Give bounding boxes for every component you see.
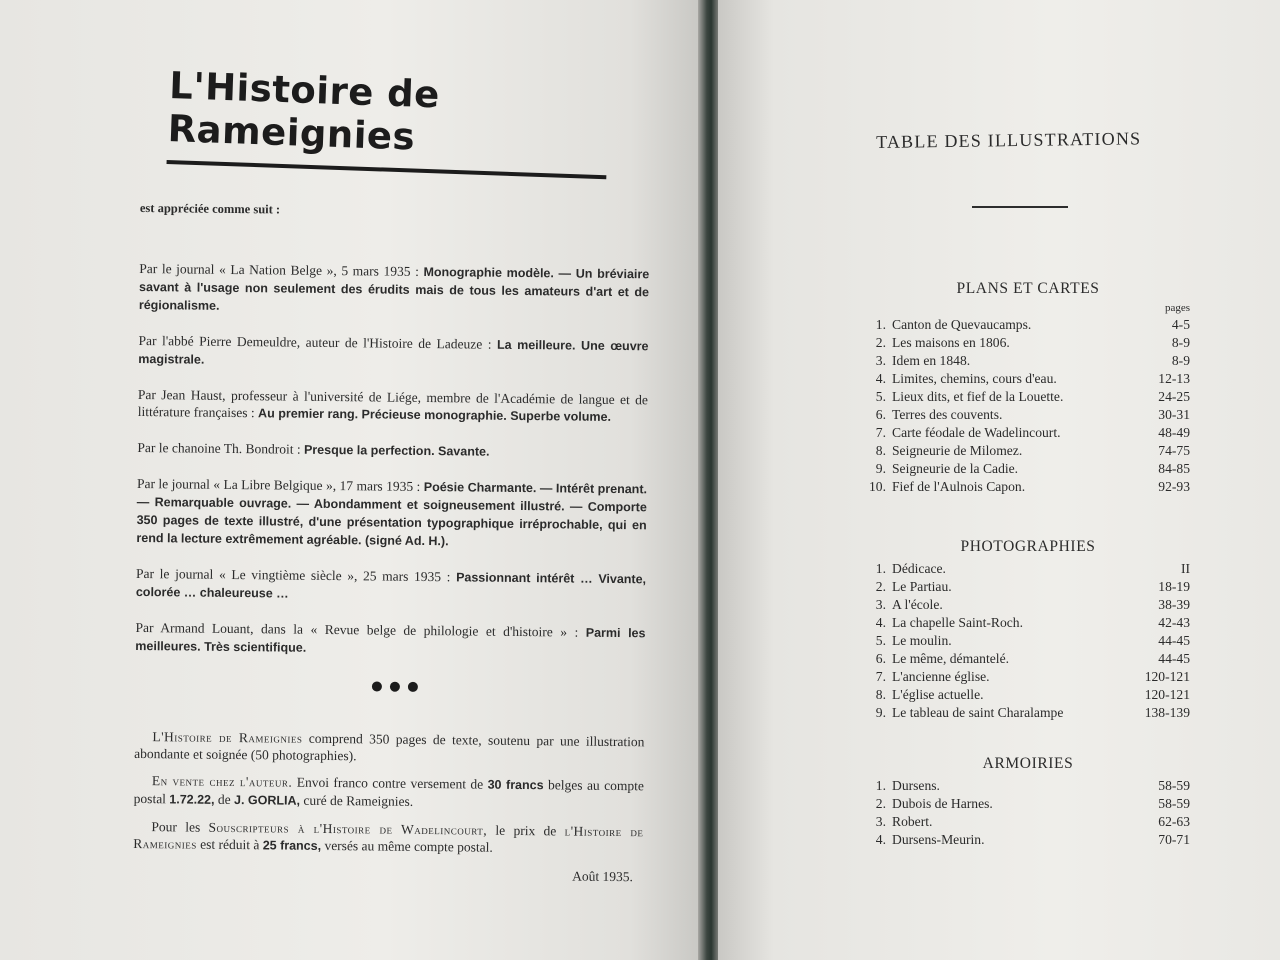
list-item xyxy=(860,478,1196,496)
reviews-block xyxy=(133,200,650,885)
list-item xyxy=(860,406,1196,424)
item-label: Lieux dits, et fief de la Louette. xyxy=(892,389,1064,404)
item-number: 6. xyxy=(875,407,886,422)
book-title: L'Histoire de Rameignies xyxy=(166,64,441,159)
item-pages: 8-9 xyxy=(1171,353,1190,368)
item-pages: 74-75 xyxy=(1158,443,1190,458)
review-0 xyxy=(139,260,650,319)
item-label: Le moulin. xyxy=(892,633,952,648)
item-pages: 48-49 xyxy=(1158,425,1190,440)
notice-contents: L'Histoire de Rameignies comprend 350 pages de texte, soutenu par une illustration abondante et soignée (50 photographies). xyxy=(134,729,645,764)
item-pages: 120-121 xyxy=(1144,669,1190,684)
item-label: Le Partiau. xyxy=(892,579,952,594)
title-rule xyxy=(972,206,1068,208)
list-item xyxy=(860,614,1196,632)
item-label: Dédicace. xyxy=(892,561,946,576)
list-item xyxy=(860,442,1196,460)
pages-column-label: pages xyxy=(1164,302,1190,314)
book-gutter xyxy=(698,0,720,960)
item-number: 8. xyxy=(875,687,886,702)
review-source: Par l'abbé Pierre Demeuldre, auteur de l'Histoire de Ladeuze : xyxy=(138,332,492,352)
item-number: 2. xyxy=(875,579,886,594)
illustration-list xyxy=(860,560,1196,722)
item-number: 6. xyxy=(875,651,886,666)
item-label: Dursens. xyxy=(892,778,940,793)
section-armoiries xyxy=(860,755,1196,849)
item-label: Terres des couvents. xyxy=(892,407,1003,422)
item-label: Limites, chemins, cours d'eau. xyxy=(892,371,1057,386)
item-pages: 8-9 xyxy=(1171,335,1190,350)
item-pages: 30-31 xyxy=(1158,407,1190,422)
item-number: 7. xyxy=(875,669,886,684)
list-item xyxy=(860,370,1196,388)
illustrations-title: TABLE DES ILLUSTRATIONS xyxy=(876,128,1142,152)
list-item xyxy=(860,388,1196,406)
list-item xyxy=(860,596,1196,614)
section-heading: PLANS ET CARTES xyxy=(956,280,1100,297)
review-quote: Passionnant intérêt … Vivante, colorée … chaleureuse … xyxy=(135,570,647,601)
review-quote: Parmi les meilleures. Très scientifique. xyxy=(135,625,646,655)
notice-sale: En vente chez l'auteur. Envoi franco contre versement de 30 francs belges au compte postal 1.72.22, de J. GORLIA, curé de Rameignies. xyxy=(133,773,644,809)
item-number: 3. xyxy=(875,814,886,829)
review-4 xyxy=(136,475,647,552)
item-number: 4. xyxy=(875,371,886,386)
illustration-list xyxy=(860,777,1196,849)
item-pages: 12-13 xyxy=(1158,371,1190,386)
list-item xyxy=(860,831,1196,849)
section-heading: ARMOIRIES xyxy=(982,755,1074,772)
review-source: Par Jean Haust, professeur à l'université de Liége, membre de l'Académie de langue et de littérature françaises : xyxy=(137,386,649,421)
review-source: Par le journal « Le vingtième siècle », 25 mars 1935 : xyxy=(136,565,451,585)
title-block xyxy=(167,64,620,180)
item-label: Fief de l'Aulnois Capon. xyxy=(892,479,1026,494)
item-number: 2. xyxy=(875,335,886,350)
review-quote: Poésie Charmante. — Intérêt prenant. — Remarquable ouvrage. — Abondamment et soigneusement illustré. — Comporte 350 pages de texte illustré, d'une présentation typographique irréprochable, qui en rend la lecture extrêmement agréable. (signé Ad. H.). xyxy=(136,479,648,549)
item-pages: 58-59 xyxy=(1158,778,1190,793)
review-3 xyxy=(137,439,647,462)
item-label: Seigneurie de la Cadie. xyxy=(892,461,1019,476)
item-number: 1. xyxy=(875,561,886,576)
item-pages: 44-45 xyxy=(1158,633,1190,648)
review-quote: Monographie modèle. — Un bréviaire savant à l'usage non seulement des érudits mais de tous les amateurs d'art et de régionalisme. xyxy=(138,264,650,313)
review-1 xyxy=(138,332,648,373)
item-pages: 18-19 xyxy=(1158,579,1190,594)
item-label: La chapelle Saint-Roch. xyxy=(892,615,1023,630)
list-item xyxy=(860,704,1196,722)
illustration-list xyxy=(860,316,1196,496)
item-number: 3. xyxy=(875,353,886,368)
review-source: Par Armand Louant, dans la « Revue belge de philologie et d'histoire » : xyxy=(135,619,579,640)
item-label: Dursens-Meurin. xyxy=(892,832,985,847)
item-number: 8. xyxy=(875,443,886,458)
item-number: 5. xyxy=(875,633,886,648)
item-label: Seigneurie de Milomez. xyxy=(892,443,1023,458)
item-number: 7. xyxy=(875,425,886,440)
review-quote: Au premier rang. Précieuse monographie. Superbe volume. xyxy=(258,406,612,424)
review-quote: Presque la perfection. Savante. xyxy=(303,442,490,459)
item-label: Le même, démantelé. xyxy=(892,651,1010,666)
list-item xyxy=(860,352,1196,370)
notice-date: Août 1935. xyxy=(572,868,634,885)
list-item xyxy=(860,777,1196,795)
item-number: 3. xyxy=(875,597,886,612)
review-source: Par le chanoine Th. Bondroit : xyxy=(137,439,301,457)
list-item xyxy=(860,578,1196,596)
item-label: Les maisons en 1806. xyxy=(892,335,1010,350)
list-item xyxy=(860,560,1196,578)
item-number: 1. xyxy=(875,317,886,332)
item-pages: 62-63 xyxy=(1158,814,1190,829)
list-item xyxy=(860,632,1196,650)
list-item xyxy=(860,795,1196,813)
item-pages: 42-43 xyxy=(1158,615,1190,630)
list-item xyxy=(860,813,1196,831)
item-number: 9. xyxy=(875,461,886,476)
separator-dots xyxy=(135,673,645,695)
section-heading: PHOTOGRAPHIES xyxy=(960,538,1096,555)
item-pages: 120-121 xyxy=(1144,687,1190,702)
list-item xyxy=(860,650,1196,668)
review-source: Par le journal « La Nation Belge », 5 mars 1935 : xyxy=(139,260,419,279)
item-label: Dubois de Harnes. xyxy=(892,796,993,811)
item-pages: 38-39 xyxy=(1158,597,1190,612)
item-label: Carte féodale de Wadelincourt. xyxy=(892,425,1061,440)
item-pages: 44-45 xyxy=(1158,651,1190,666)
item-number: 4. xyxy=(875,832,886,847)
list-item xyxy=(860,460,1196,478)
review-source: Par le journal « La Libre Belgique », 17 mars 1935 : xyxy=(136,475,421,494)
item-pages: 92-93 xyxy=(1158,479,1190,494)
item-label: L'église actuelle. xyxy=(892,687,984,702)
item-number: 2. xyxy=(875,796,886,811)
item-label: Le tableau de saint Charalampe xyxy=(892,705,1064,720)
item-label: L'ancienne église. xyxy=(892,669,990,684)
item-number: 5. xyxy=(875,389,886,404)
item-label: Robert. xyxy=(892,814,933,829)
review-2 xyxy=(138,386,648,426)
item-pages: II xyxy=(1180,561,1190,576)
list-item xyxy=(860,686,1196,704)
item-pages: 4-5 xyxy=(1171,317,1190,332)
section-photos xyxy=(860,538,1196,722)
item-pages: 24-25 xyxy=(1158,389,1190,404)
review-6 xyxy=(135,619,645,660)
item-number: 9. xyxy=(875,705,886,720)
section-plans xyxy=(860,280,1196,496)
item-label: Canton de Quevaucamps. xyxy=(892,317,1032,332)
review-quote: La meilleure. Une œuvre magistrale. xyxy=(138,337,649,367)
item-label: Idem en 1848. xyxy=(892,353,971,368)
item-number: 1. xyxy=(875,778,886,793)
review-5 xyxy=(136,565,646,606)
item-label: A l'école. xyxy=(892,597,943,612)
intro-text: est appréciée comme suit : xyxy=(139,200,281,217)
item-pages: 70-71 xyxy=(1158,832,1190,847)
item-number: 4. xyxy=(875,615,886,630)
item-number: 10. xyxy=(869,479,886,494)
list-item xyxy=(860,668,1196,686)
item-pages: 138-139 xyxy=(1144,705,1190,720)
notice-subscribers: Pour les Souscripteurs à l'Histoire de Wadelincourt, le prix de l'Histoire de Rameignies est réduit à 25 francs, versés au même compte postal. xyxy=(133,819,644,855)
item-pages: 58-59 xyxy=(1158,796,1190,811)
list-item xyxy=(860,316,1196,334)
item-pages: 84-85 xyxy=(1158,461,1190,476)
list-item xyxy=(860,334,1196,352)
sales-notice xyxy=(133,728,645,885)
list-item xyxy=(860,424,1196,442)
